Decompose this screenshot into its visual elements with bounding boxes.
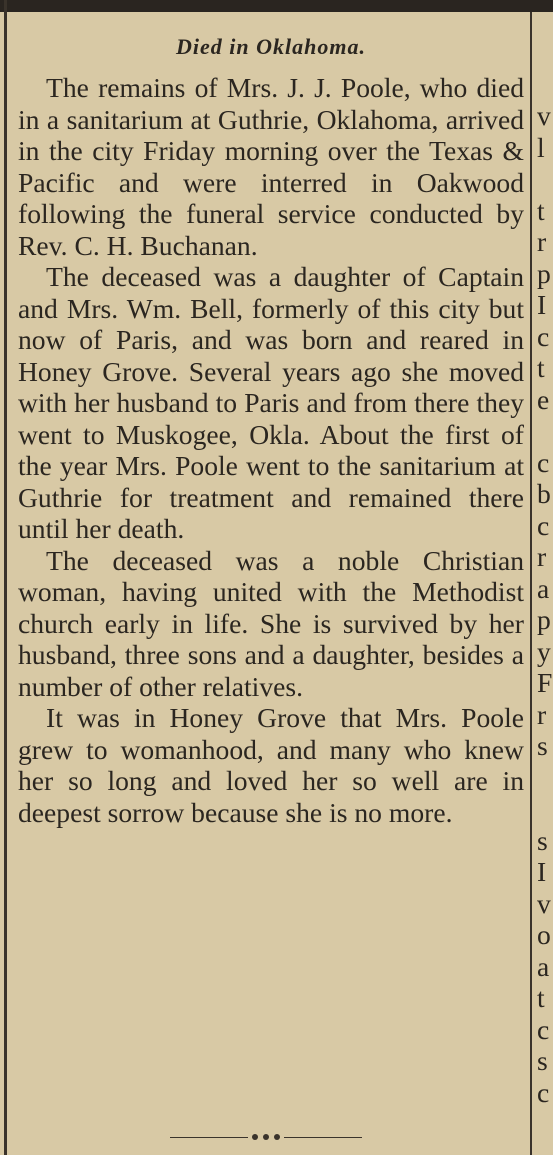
adjacent-column-letter: r (537, 226, 547, 257)
adjacent-column-letter: o (537, 919, 551, 950)
article-paragraph-4: It was in Honey Grove that Mrs. Poole grew to womanhood, and many who knew her so long and loved her so well are in deepest sorrow because she is no more. (18, 702, 524, 828)
adjacent-column-letter (537, 793, 553, 825)
adjacent-column-letter: y (537, 635, 551, 667)
adjacent-column-letter: l (537, 131, 545, 163)
adjacent-column-letter: s (537, 730, 548, 761)
left-column-rule (4, 0, 7, 1155)
article-paragraph-3: The deceased was a noble Christian woman, having united with the Methodist church early in life. She is survived by her husband, three sons and a daughter, besides a number of other relatives. (18, 544, 524, 702)
article-headline: Died in Oklahoma. (176, 34, 366, 59)
adjacent-column-letter: t (537, 194, 545, 226)
adjacent-column-letter: e (537, 383, 550, 415)
adjacent-column-fragment (537, 100, 553, 1108)
adjacent-column-letter: F (537, 667, 553, 698)
adjacent-column-letter: a (537, 572, 550, 604)
adjacent-column-letter: t (537, 982, 545, 1013)
adjacent-column-letter (537, 163, 553, 195)
top-column-rule (0, 0, 553, 12)
adjacent-column-letter: c (537, 320, 550, 352)
adjacent-column-letter: r (537, 698, 547, 730)
adjacent-column-letter: c (537, 1013, 550, 1045)
article-paragraph-2: The deceased was a daughter of Captain and Mrs. Wm. Bell, formerly of this city but now of Paris, and was born and reared in Honey Grove. Several years ago she moved with her husband to Paris and from there they went to Muskogee, Okla. About the first of the year Mrs. Poole went to the sanitarium at Guthrie for treatment and remained there until her death. (18, 261, 524, 544)
adjacent-column-letter: b (537, 478, 551, 509)
adjacent-column-letter: I (537, 289, 547, 320)
right-column-rule (530, 12, 532, 1155)
adjacent-column-letter: t (537, 352, 545, 383)
adjacent-column-letter (537, 762, 553, 794)
adjacent-column-letter: v (537, 887, 551, 919)
adjacent-column-letter: r (537, 541, 547, 572)
adjacent-column-letter: a (537, 950, 550, 982)
adjacent-column-letter: c (537, 509, 550, 541)
adjacent-column-letter (537, 415, 553, 447)
adjacent-column-letter: s (537, 1045, 548, 1076)
adjacent-column-letter: I (537, 856, 547, 887)
adjacent-column-letter: v (537, 100, 551, 131)
adjacent-column-letter: p (537, 257, 551, 289)
adjacent-column-letter: p (537, 604, 551, 635)
adjacent-column-letter: c (537, 446, 550, 478)
article-paragraph-1: The remains of Mrs. J. J. Poole, who died in a sanitarium at Guthrie, Oklahoma, arrived in the city Friday morning over the Texas & Pacific and were interred in Oakwood following the funeral service conducted by Rev. C. H. Buchanan. (18, 72, 524, 261)
end-of-article-ornament (170, 1133, 362, 1143)
adjacent-column-letter: c (537, 1076, 550, 1108)
adjacent-column-letter: s (537, 824, 548, 856)
obituary-article (18, 30, 524, 828)
